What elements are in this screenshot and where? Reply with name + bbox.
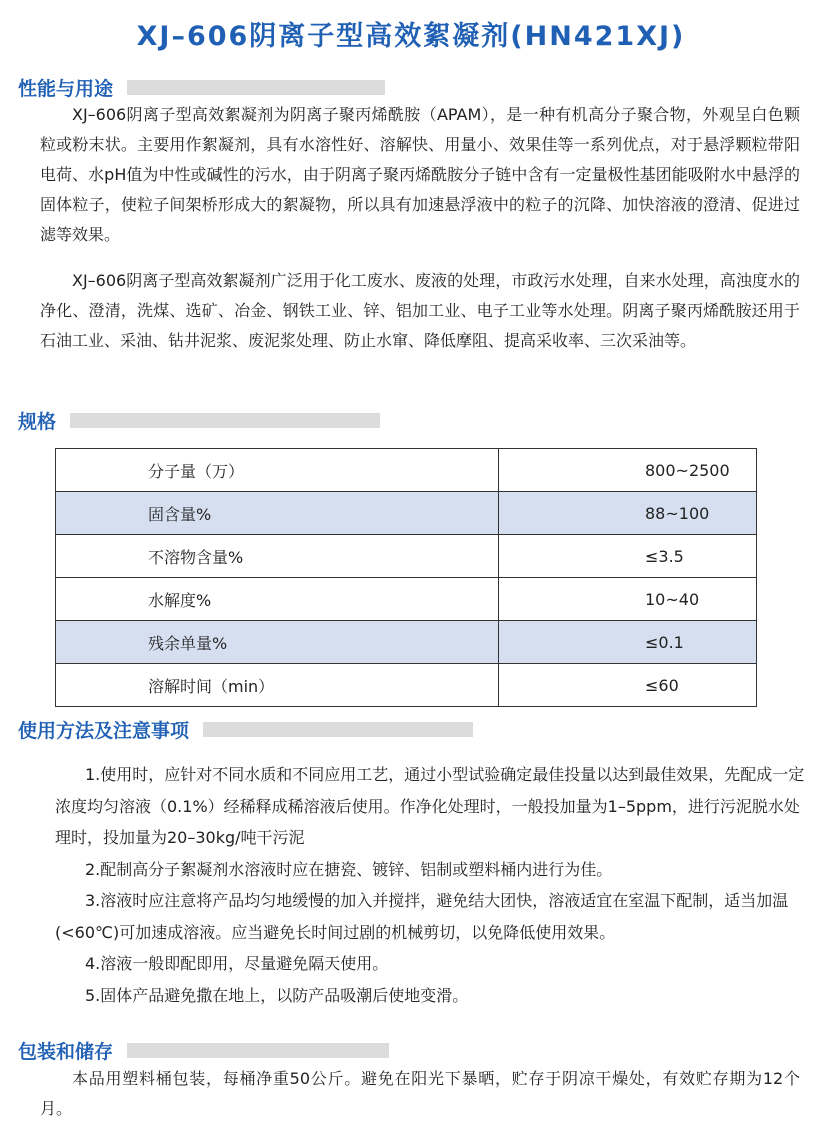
instruction-item: 1.使用时，应针对不同水质和不同应用工艺，通过小型试验确定最佳投量以达到最佳效果，先配成一定浓度均匀溶液（0.1%）经稀释成稀溶液后使用。作净化处理时，一般投加量为1–5ppm，进行污泥脱水处理时，投加量为20–30kg/吨干污泥 [55,765,805,847]
section-divider-bar [127,80,385,95]
spec-name: 残余单量% [56,621,499,664]
spec-name: 水解度% [56,578,499,621]
spec-name: 不溶物含量% [56,535,499,578]
section-header-storage [18,1037,389,1063]
usage-paragraph-2: XJ–606阴离子型高效絮凝剂广泛用于化工废水、废液的处理，市政污水处理，自来水处理，高浊度水的净化、澄清，洗煤、选矿、冶金、钢铁工业、锌、铝加工业、电子工业等水处理。阴离子聚丙烯酰胺还用于石油工业、采油、钻井泥浆、废泥浆处理、防止水窜、降低摩阻、提高采收率、三次采油等。 [40,271,800,350]
spec-name: 固含量% [56,492,499,535]
spec-value: 800~2500 [499,449,757,492]
instruction-item: 3.溶液时应注意将产品均匀地缓慢的加入并搅拌，避免结大团快，溶液适宜在室温下配制，适当加温(<60℃)可加速成溶液。应当避免长时间过剧的机械剪切，以免降低使用效果。 [55,891,789,942]
spec-value: 88~100 [499,492,757,535]
document-title: XJ–606阴离子型高效絮凝剂(HN421XJ) [136,21,686,52]
section-divider-bar [203,722,473,737]
spec-row [56,492,757,535]
section-title-spec: 规格 [18,410,57,433]
usage-paragraph-1: XJ–606阴离子型高效絮凝剂为阴离子聚丙烯酰胺（APAM），是一种有机高分子聚合物，外观呈白色颗粒或粉末状。主要用作絮凝剂，具有水溶性好、溶解快、用量小、效果佳等一系列优点，对于悬浮颗粒带阳电荷、水pH值为中性或碱性的污水，由于阴离子聚丙烯酰胺分子链中含有一定量极性基团能吸附水中悬浮的固体粒子，使粒子间架桥形成大的絮凝物，所以具有加速悬浮液中的粒子的沉降、加快溶液的澄清、促进过滤等效果。 [40,105,800,244]
spec-value: 10~40 [499,578,757,621]
spec-name: 分子量（万） [56,449,499,492]
section-header-spec [18,407,380,433]
spec-value: ≤0.1 [499,621,757,664]
instruction-item: 5.固体产品避免撒在地上，以防产品吸潮后使地变滑。 [85,985,469,1005]
storage-paragraph: 本品用塑料桶包装，每桶净重50公斤。避免在阳光下暴晒，贮存于阴凉干燥处，有效贮存期为12个月。 [40,1069,800,1118]
spec-row [56,535,757,578]
spec-value: ≤60 [499,664,757,707]
spec-value: ≤3.5 [499,535,757,578]
instruction-item: 2.配制高分子絮凝剂水溶液时应在搪瓷、镀锌、铝制或塑料桶内进行为佳。 [85,859,613,879]
instruction-item: 4.溶液一般即配即用，尽量避免隔天使用。 [85,954,389,973]
section-header-usage [18,74,385,100]
section-header-method [18,716,473,742]
section-divider-bar [70,413,380,428]
section-divider-bar [127,1043,389,1058]
usage-instructions-list [55,759,815,1011]
spec-row [56,578,757,621]
section-title-method: 使用方法及注意事项 [18,719,190,742]
spec-table [55,448,757,707]
spec-row [56,449,757,492]
spec-row [56,621,757,664]
spec-row [56,664,757,707]
section-title-storage: 包装和储存 [18,1040,114,1063]
spec-name: 溶解时间（min） [56,664,499,707]
section-title-usage: 性能与用途 [18,77,114,100]
